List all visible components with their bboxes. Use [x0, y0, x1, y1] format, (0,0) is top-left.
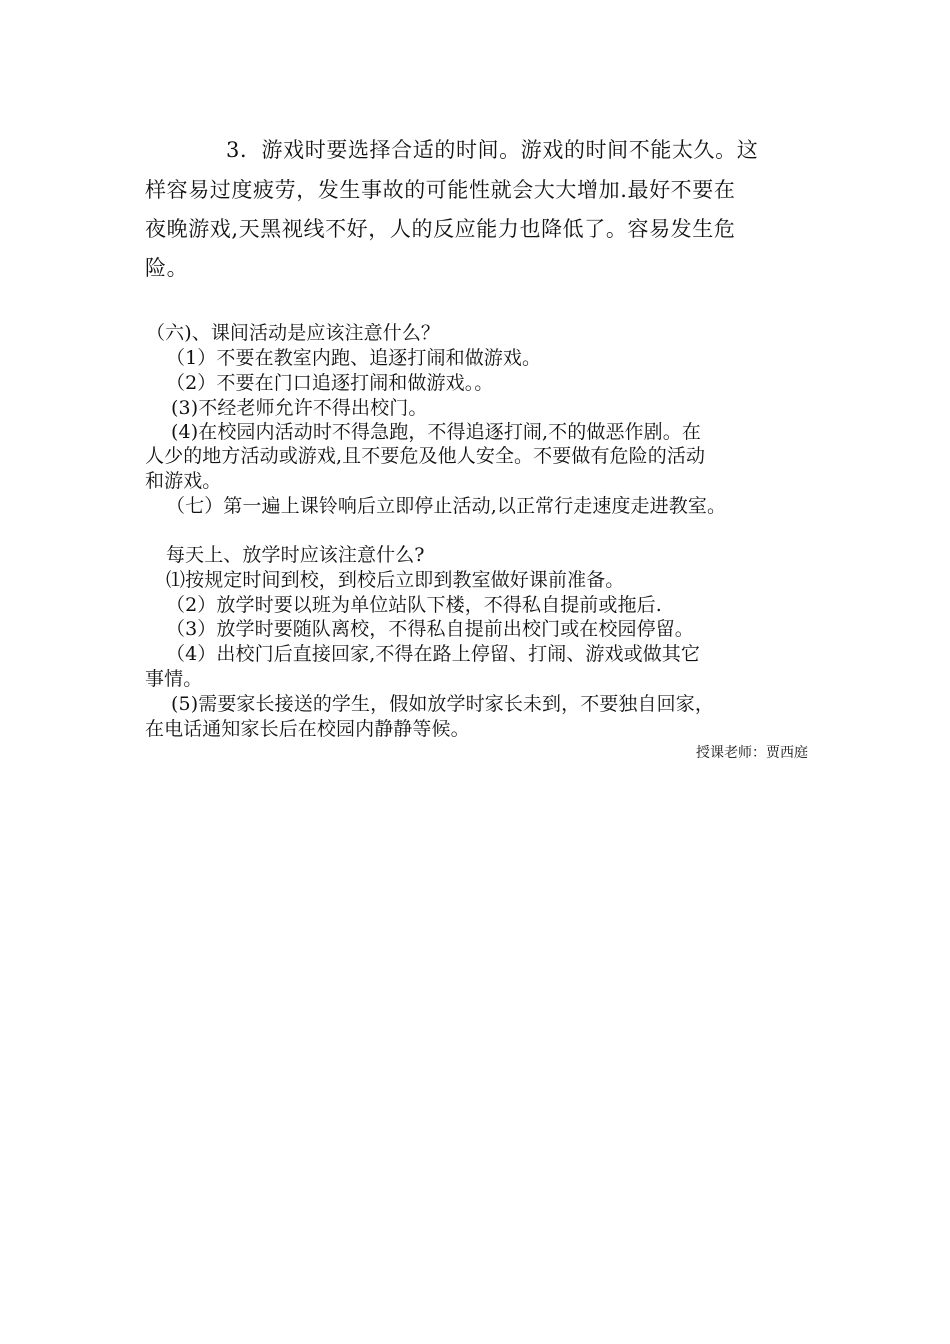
school-day-item-1: ⑴按规定时间到校，到校后立即到教室做好课前准备。: [166, 569, 625, 591]
recess-heading: （六)、课间活动是应该注意什么？: [146, 322, 441, 344]
school-day-item-5-line-2: 在电话通知家长后在校园内静静等候。: [145, 718, 470, 740]
recess-item-1: （1）不要在教室内跑、追逐打闹和做游戏。: [166, 347, 542, 369]
recess-item-4-line-3: 和游戏。: [145, 470, 222, 492]
games-para-line-2: 样容易过度疲劳，发生事故的可能性就会大大增加.最好不要在: [145, 178, 736, 202]
recess-item-2: （2）不要在门口追逐打闹和做游戏。。: [166, 372, 494, 394]
recess-item-3: (3)不经老师允许不得出校门。: [171, 397, 428, 419]
school-day-item-3: （3）放学时要随队离校，不得私自提前出校门或在校园停留。: [166, 618, 694, 640]
recess-item-7: （七）第一遍上课铃响后立即停止活动,以正常行走速度走进教室。: [166, 495, 727, 517]
teacher-signature: 授课老师：贾西庭: [696, 745, 808, 761]
school-day-heading: 每天上、放学时应该注意什么?: [166, 544, 425, 566]
games-para-line-1: 3．游戏时要选择合适的时间。游戏的时间不能太久。这: [226, 138, 759, 162]
recess-item-4-line-1: (4)在校园内活动时不得急跑，不得追逐打闹,不的做恶作剧。在: [171, 421, 701, 443]
school-day-item-4-line-1: （4）出校门后直接回家,不得在路上停留、打闹、游戏或做其它: [166, 643, 701, 665]
school-day-item-2: （2）放学时要以班为单位站队下楼，不得私自提前或拖后.: [166, 594, 662, 616]
games-para-line-3: 夜晚游戏,天黑视线不好，人的反应能力也降低了。容易发生危: [145, 217, 736, 241]
games-para-line-4: 险。: [145, 256, 189, 280]
recess-item-4-line-2: 人少的地方活动或游戏,且不要危及他人安全。不要做有危险的活动: [145, 445, 706, 467]
school-day-item-4-line-2: 事情。: [145, 668, 203, 690]
school-day-item-5-line-1: (5)需要家长接送的学生，假如放学时家长未到，不要独自回家，: [171, 693, 714, 715]
